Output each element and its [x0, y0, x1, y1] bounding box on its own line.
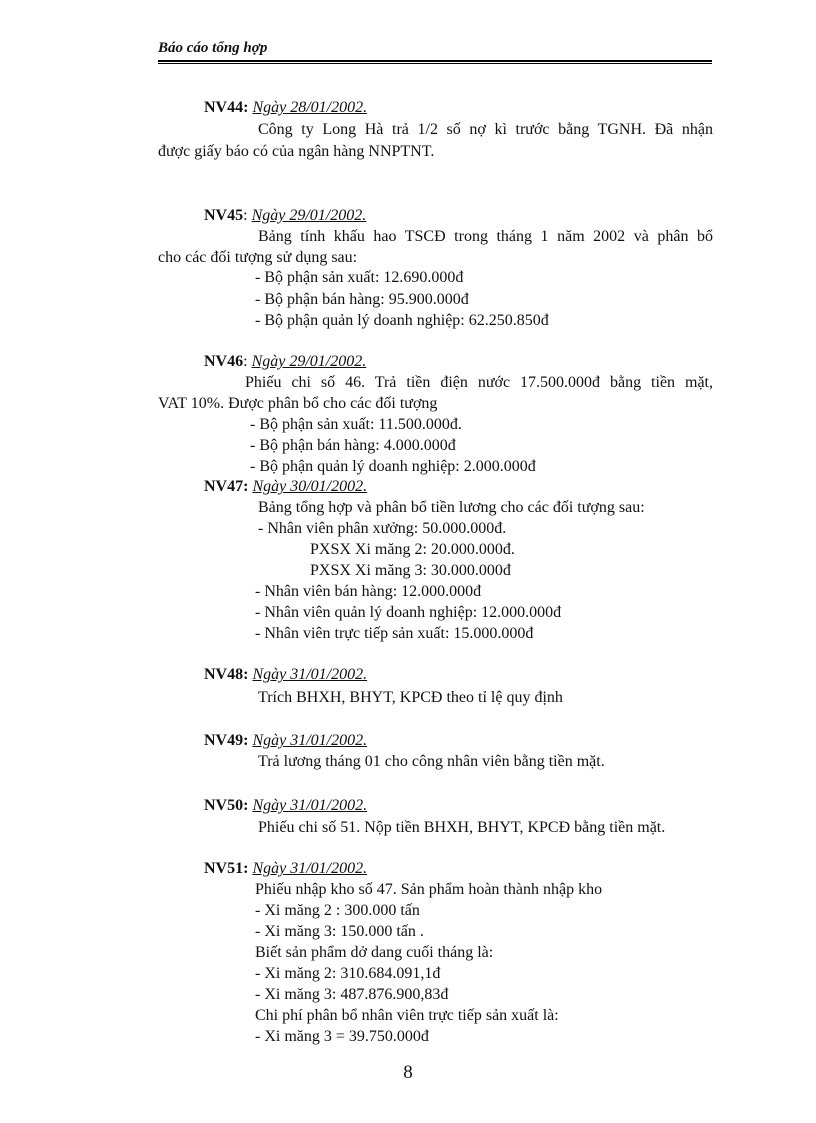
nv-date: Ngày 31/01/2002. — [252, 666, 368, 683]
nv51-heading — [204, 859, 367, 879]
nv-code: NV48: — [204, 666, 249, 683]
nv-date: Ngày 31/01/2002. — [252, 732, 368, 749]
body-line: Phiếu chi số 46. Trả tiền điện nước 17.500.000đ bằng tiền mặt, — [245, 374, 713, 391]
body-line: VAT 10%. Được phân bổ cho các đối tượng — [158, 395, 438, 412]
body-line: Trích BHXH, BHYT, KPCĐ theo tỉ lệ quy định — [258, 689, 563, 706]
body-line: - Nhân viên bán hàng: 12.000.000đ — [255, 583, 482, 600]
nv-code: NV51: — [204, 860, 249, 877]
body-line: - Bộ phận bán hàng: 95.900.000đ — [255, 291, 469, 308]
nv-date: Ngày 31/01/2002. — [252, 860, 368, 877]
nv-code: NV49: — [204, 732, 249, 749]
nv50-heading — [204, 796, 367, 816]
body-line: - Bộ phận sản xuất: 12.690.000đ — [255, 269, 464, 286]
nv46-heading — [204, 352, 366, 372]
nv45-heading — [204, 206, 366, 226]
page-number: 8 — [403, 1062, 413, 1083]
nv-code: NV50: — [204, 797, 249, 814]
body-line: Phiếu chi số 51. Nộp tiền BHXH, BHYT, KPCĐ bằng tiền mặt. — [258, 819, 666, 836]
body-line: Trả lương tháng 01 cho công nhân viên bằng tiền mặt. — [258, 753, 605, 770]
body-line: Công ty Long Hà trả 1/2 số nợ kì trước bằng TGNH. Đã nhận — [258, 121, 713, 138]
body-line: PXSX Xi măng 2: 20.000.000đ. — [310, 541, 515, 558]
body-line: Biết sản phẩm dở dang cuối tháng là: — [255, 944, 494, 961]
body-line: - Xi măng 2 : 300.000 tấn — [255, 902, 420, 919]
body-line: Bảng tổng hợp và phân bổ tiền lương cho các đối tượng sau: — [258, 499, 645, 516]
body-line: - Xi măng 3: 487.876.900,83đ — [255, 986, 449, 1003]
body-line: - Xi măng 3: 150.000 tấn . — [255, 923, 424, 940]
nv-separator: : — [243, 207, 248, 224]
header-rule — [158, 60, 712, 62]
page-header-title: Báo cáo tổng hợp — [158, 40, 268, 56]
nv47-heading — [204, 477, 367, 497]
body-line: Chi phí phân bổ nhân viên trực tiếp sản xuất là: — [255, 1007, 559, 1024]
body-line: - Nhân viên quản lý doanh nghiệp: 12.000.000đ — [255, 604, 562, 621]
nv-code: NV47: — [204, 478, 249, 495]
nv-date: Ngày 30/01/2002. — [252, 478, 368, 495]
nv44-heading — [204, 98, 367, 118]
nv-separator: : — [243, 353, 248, 370]
nv-code: NV46 — [204, 353, 244, 370]
body-line: - Bộ phận quản lý doanh nghiệp: 62.250.850đ — [255, 312, 549, 329]
nv48-heading — [204, 665, 367, 685]
nv-code: NV44: — [204, 99, 249, 116]
body-line: - Bộ phận bán hàng: 4.000.000đ — [250, 437, 456, 454]
nv-date: Ngày 28/01/2002. — [252, 99, 368, 116]
header-rule-thin — [158, 63, 712, 64]
nv-date: Ngày 31/01/2002. — [252, 797, 368, 814]
body-line: - Nhân viên phân xưởng: 50.000.000đ. — [258, 520, 507, 537]
body-line: - Xi măng 2: 310.684.091,1đ — [255, 965, 441, 982]
body-line: Phiếu nhập kho số 47. Sản phẩm hoàn thành nhập kho — [255, 881, 603, 898]
body-line: - Bộ phận sản xuất: 11.500.000đ. — [250, 416, 462, 433]
body-line: - Xi măng 3 = 39.750.000đ — [255, 1028, 429, 1045]
body-line: - Bộ phận quản lý doanh nghiệp: 2.000.000đ — [250, 458, 536, 475]
body-line: PXSX Xi măng 3: 30.000.000đ — [310, 562, 511, 579]
nv-date: Ngày 29/01/2002. — [251, 207, 367, 224]
body-line: - Nhân viên trực tiếp sản xuất: 15.000.000đ — [255, 625, 534, 642]
nv49-heading — [204, 731, 367, 751]
nv-code: NV45 — [204, 207, 244, 224]
body-line: Bảng tính khấu hao TSCĐ trong tháng 1 năm 2002 và phân bổ — [258, 228, 713, 245]
body-line: được giấy báo có của ngân hàng NNPTNT. — [158, 143, 435, 160]
nv-date: Ngày 29/01/2002. — [251, 353, 367, 370]
body-line: cho các đối tượng sử dụng sau: — [158, 249, 358, 266]
